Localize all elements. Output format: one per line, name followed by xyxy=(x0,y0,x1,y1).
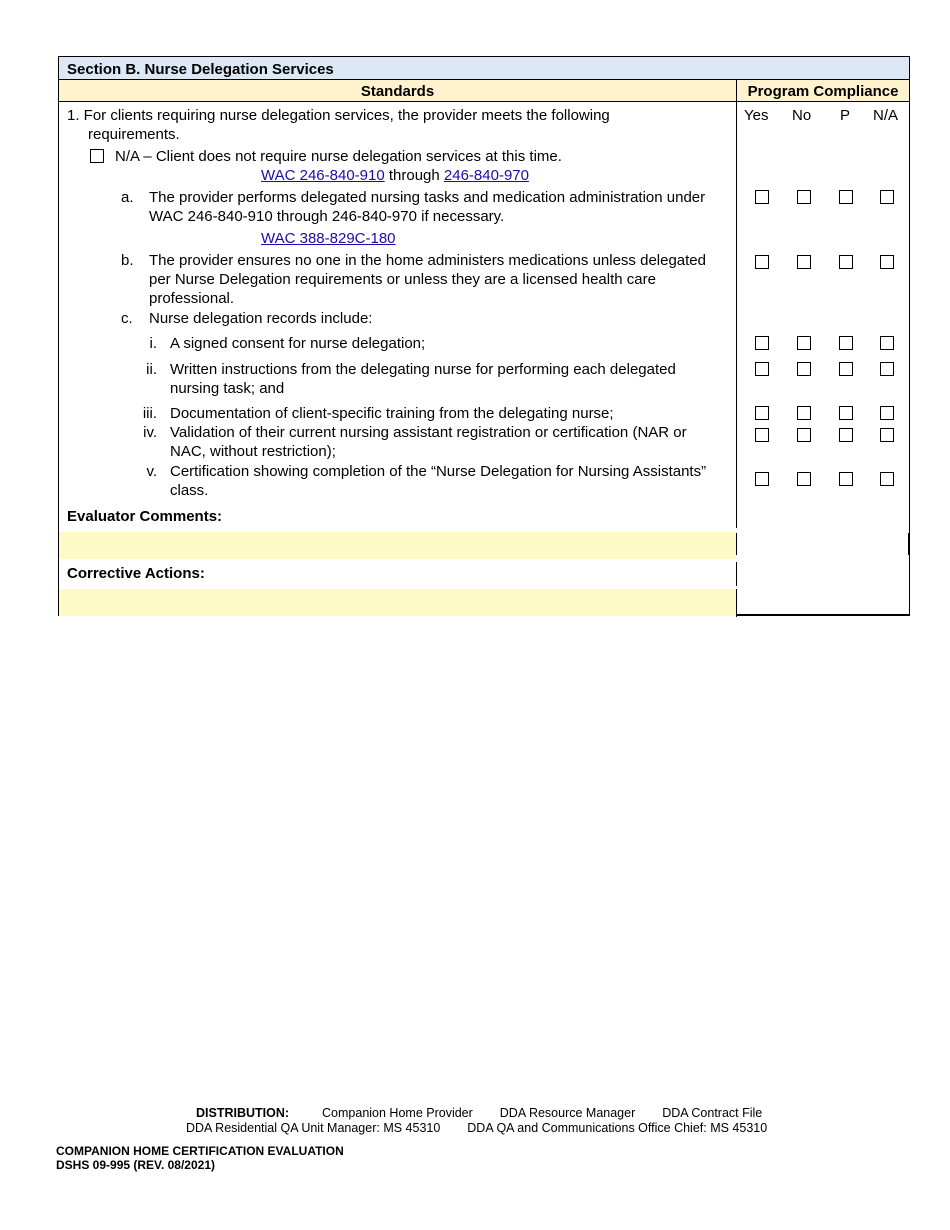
evaluator-comments-field[interactable] xyxy=(59,532,736,559)
record-ii-yes-checkbox[interactable] xyxy=(755,362,769,376)
record-ii-no-checkbox[interactable] xyxy=(797,362,811,376)
record-iv-na-checkbox[interactable] xyxy=(880,428,894,442)
form-title: COMPANION HOME CERTIFICATION EVALUATION xyxy=(56,1144,344,1158)
record-iii-p-checkbox[interactable] xyxy=(839,406,853,420)
record-iv-text-cont: NAC, without restriction); xyxy=(170,443,336,460)
corrective-actions-field[interactable] xyxy=(59,589,736,616)
wac-link-246-840-970[interactable]: 246-840-970 xyxy=(443,167,529,184)
record-v-text: Certification showing completion of the “Nurse Delegation for Nursing Assistants” xyxy=(170,463,707,480)
record-v-p-checkbox[interactable] xyxy=(839,472,853,486)
record-iii-na-checkbox[interactable] xyxy=(880,406,894,420)
record-i-yes-checkbox[interactable] xyxy=(755,336,769,350)
compliance-header: Program Compliance xyxy=(747,83,899,100)
column-header-row xyxy=(59,80,909,102)
corrective-actions-label: Corrective Actions: xyxy=(67,565,205,582)
wac-link-246-840-910[interactable]: WAC 246-840-910 xyxy=(261,167,385,184)
distribution-dda-contract-file: DDA Contract File xyxy=(662,1106,763,1120)
record-ii-marker: ii. xyxy=(146,361,157,378)
sub-b-text: The provider ensures no one in the home administers medications unless delegated xyxy=(149,252,706,269)
standards-header: Standards xyxy=(360,83,435,100)
distribution-qa-unit-manager: DDA Residential QA Unit Manager: MS 45310 xyxy=(186,1121,441,1135)
record-v-marker: v. xyxy=(146,463,157,480)
distribution-qa-office-chief: DDA QA and Communications Office Chief: MS 45310 xyxy=(467,1121,768,1135)
sub-a-yes-checkbox[interactable] xyxy=(755,190,769,204)
record-iv-yes-checkbox[interactable] xyxy=(755,428,769,442)
item-1-text: 1. For clients requiring nurse delegation services, the provider meets the following xyxy=(67,107,610,124)
sub-c-marker: c. xyxy=(121,310,133,327)
sub-b-yes-checkbox[interactable] xyxy=(755,255,769,269)
distribution-line-1 xyxy=(196,1106,762,1121)
evaluator-comments-label: Evaluator Comments: xyxy=(67,508,223,525)
sub-a-marker: a. xyxy=(121,189,134,206)
record-iv-marker: iv. xyxy=(143,424,157,441)
record-iv-p-checkbox[interactable] xyxy=(839,428,853,442)
record-v-yes-checkbox[interactable] xyxy=(755,472,769,486)
wac-link-388-829c-180[interactable]: WAC 388-829C-180 xyxy=(261,230,396,247)
option-yes-label: Yes xyxy=(744,107,769,124)
column-divider xyxy=(736,533,737,555)
sub-a-text-cont: WAC 246-840-910 through 246-840-970 if necessary. xyxy=(149,208,505,225)
column-divider xyxy=(736,80,737,528)
column-divider xyxy=(736,562,737,586)
record-ii-p-checkbox[interactable] xyxy=(839,362,853,376)
record-ii-text-cont: nursing task; and xyxy=(170,380,285,397)
right-edge xyxy=(908,533,909,555)
sub-c-text: Nurse delegation records include: xyxy=(149,310,373,327)
sub-b-text-cont: professional. xyxy=(149,290,235,307)
distribution-line-2 xyxy=(186,1121,767,1136)
record-i-marker: i. xyxy=(149,335,157,352)
record-iii-no-checkbox[interactable] xyxy=(797,406,811,420)
record-v-no-checkbox[interactable] xyxy=(797,472,811,486)
na-checkbox[interactable] xyxy=(90,149,104,163)
item-1-text-cont: requirements. xyxy=(88,126,180,143)
record-ii-text: Written instructions from the delegating nurse for performing each delegated xyxy=(170,361,676,378)
record-iv-text: Validation of their current nursing assistant registration or certification (NAR or xyxy=(170,424,687,441)
sub-b-no-checkbox[interactable] xyxy=(797,255,811,269)
section-header xyxy=(59,57,909,80)
distribution-label: DISTRIBUTION: xyxy=(196,1106,290,1120)
section-title: Section B. Nurse Delegation Services xyxy=(67,61,334,78)
sub-b-p-checkbox[interactable] xyxy=(839,255,853,269)
record-iv-no-checkbox[interactable] xyxy=(797,428,811,442)
record-ii-na-checkbox[interactable] xyxy=(880,362,894,376)
distribution-companion-home-provider: Companion Home Provider xyxy=(322,1106,473,1120)
nurse-delegation-form xyxy=(58,56,910,616)
option-no-label: No xyxy=(792,107,812,124)
record-i-text: A signed consent for nurse delegation; xyxy=(170,335,426,352)
record-i-no-checkbox[interactable] xyxy=(797,336,811,350)
sub-b-text-cont: per Nurse Delegation requirements or unless they are a licensed health care xyxy=(149,271,656,288)
sub-a-p-checkbox[interactable] xyxy=(839,190,853,204)
record-iii-yes-checkbox[interactable] xyxy=(755,406,769,420)
na-label: N/A – Client does not require nurse delegation services at this time. xyxy=(115,148,562,165)
sub-a-text: The provider performs delegated nursing tasks and medication administration under xyxy=(149,189,706,206)
column-divider xyxy=(736,589,737,617)
option-p-label: P xyxy=(840,107,851,124)
form-number: DSHS 09-995 (REV. 08/2021) xyxy=(56,1158,215,1172)
record-v-na-checkbox[interactable] xyxy=(880,472,894,486)
record-iii-marker: iii. xyxy=(142,405,157,422)
sub-a-no-checkbox[interactable] xyxy=(797,190,811,204)
record-i-p-checkbox[interactable] xyxy=(839,336,853,350)
record-iii-text: Documentation of client-specific training from the delegating nurse; xyxy=(170,405,614,422)
record-i-na-checkbox[interactable] xyxy=(880,336,894,350)
wac-through-text: through xyxy=(388,167,440,184)
sub-b-na-checkbox[interactable] xyxy=(880,255,894,269)
record-v-text-cont: class. xyxy=(170,482,209,499)
sub-b-marker: b. xyxy=(121,252,134,269)
sub-a-na-checkbox[interactable] xyxy=(880,190,894,204)
distribution-dda-resource-manager: DDA Resource Manager xyxy=(499,1106,636,1120)
option-na-label: N/A xyxy=(873,107,899,124)
